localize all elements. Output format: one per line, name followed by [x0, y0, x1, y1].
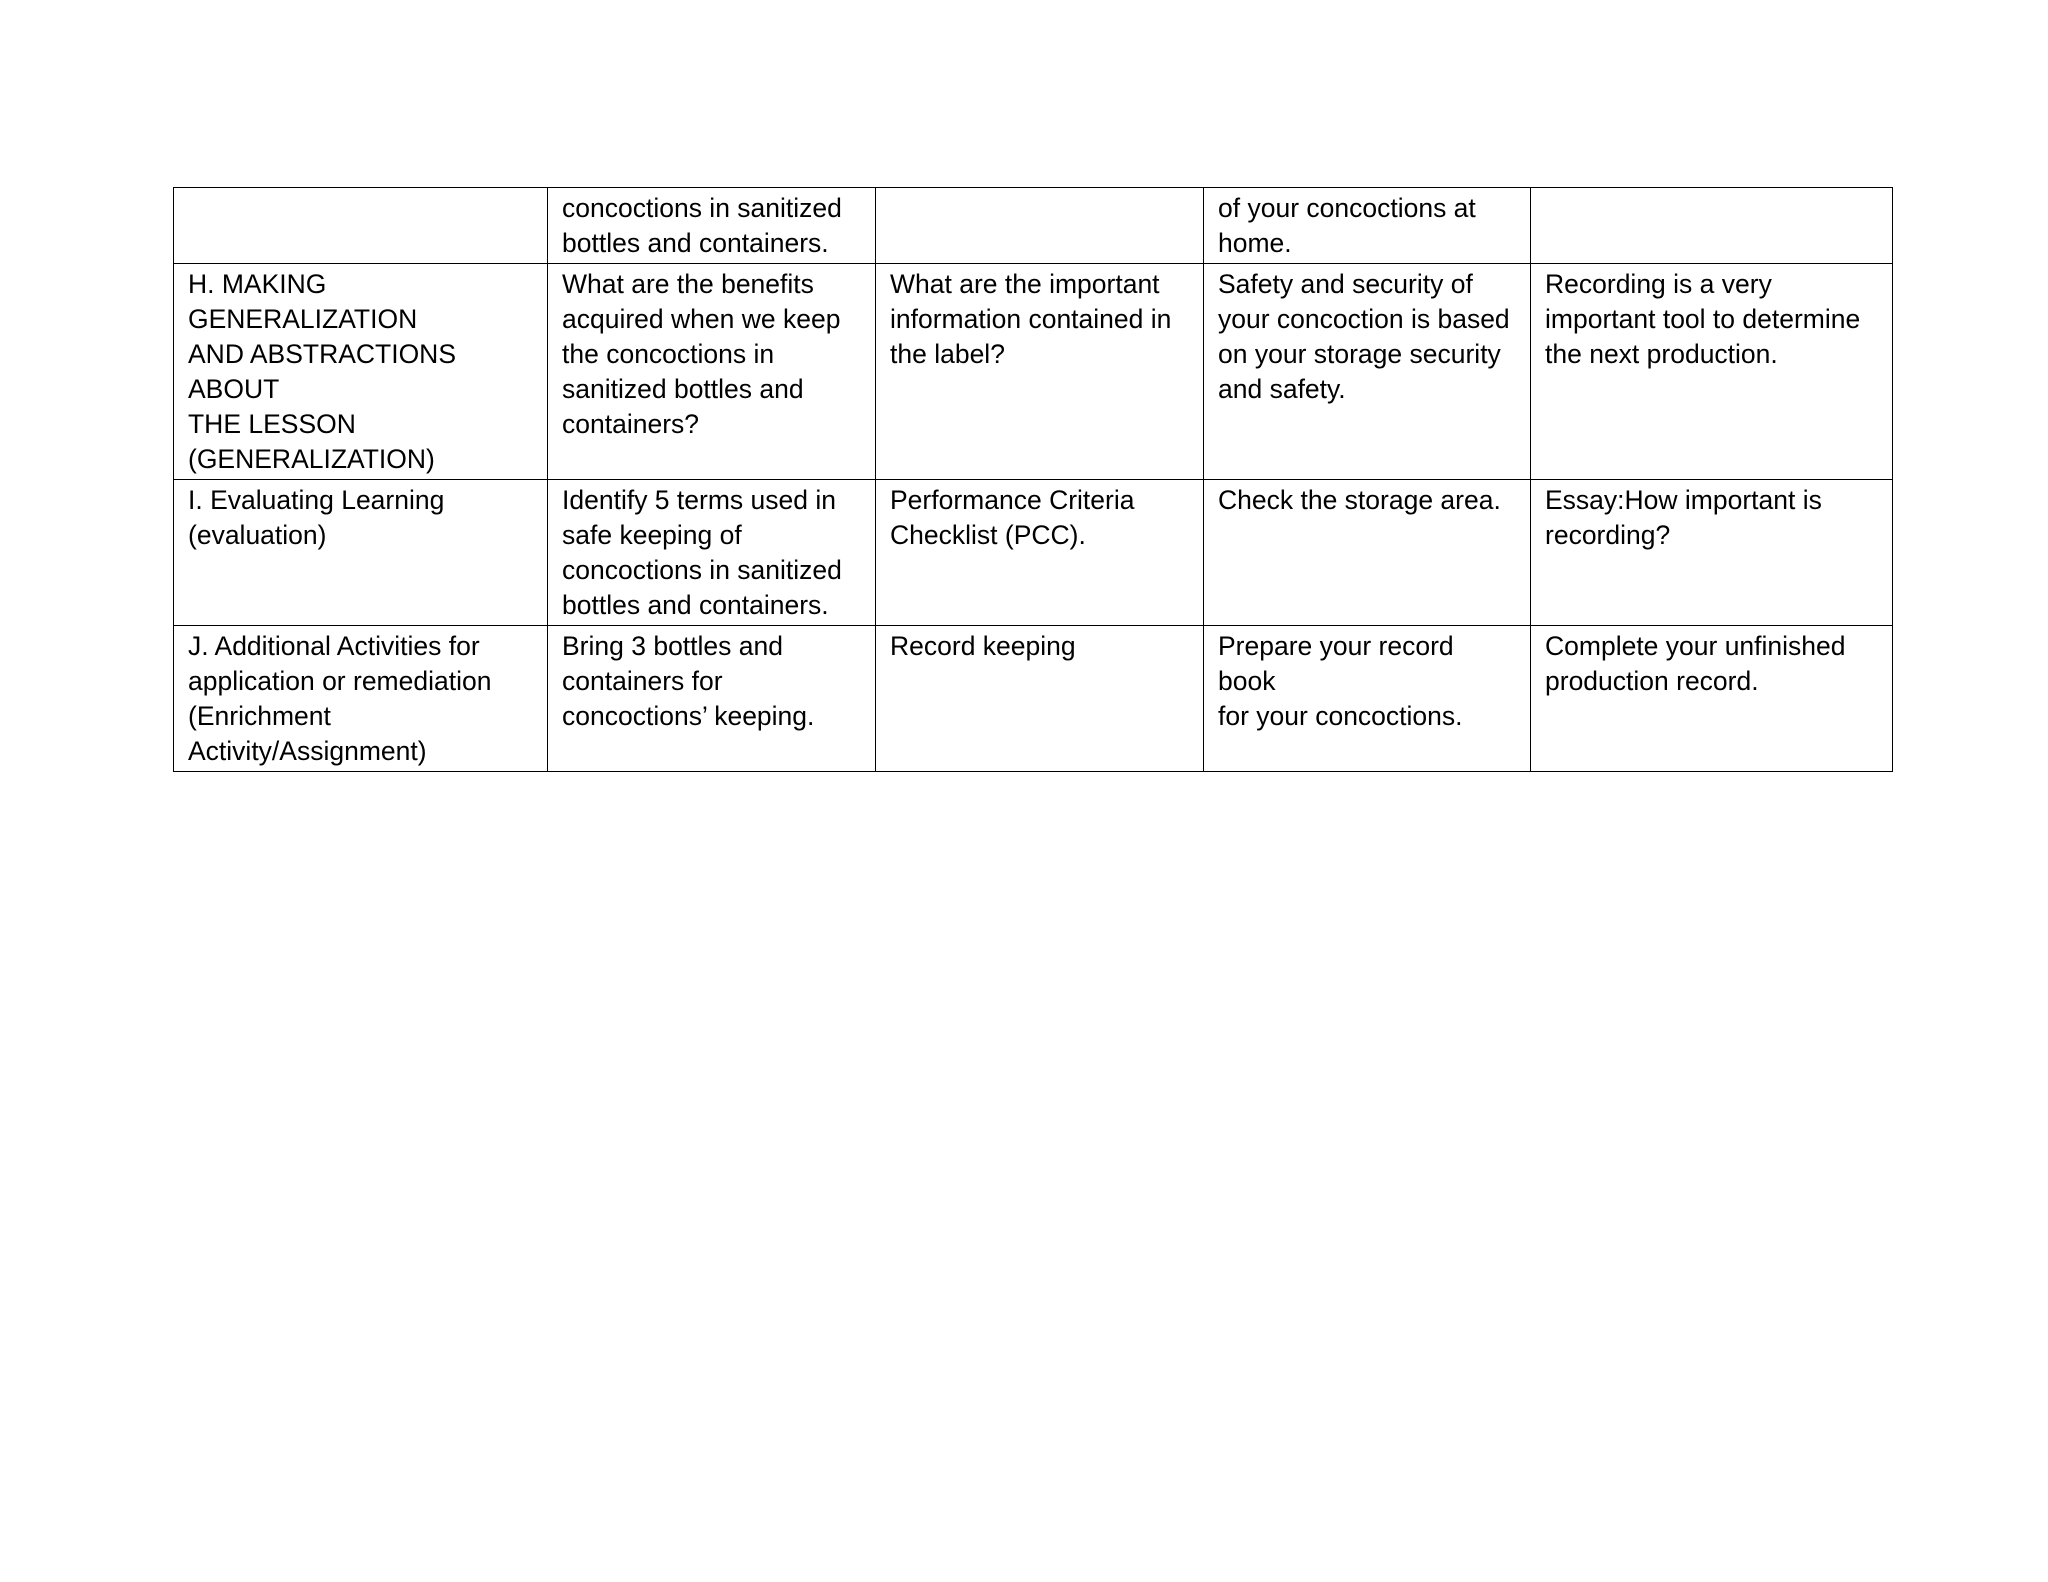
- table-cell: J. Additional Activities for application or remediation (Enrichment Activity/Assignment): [174, 626, 548, 772]
- table-cell: Identify 5 terms used in safe keeping of concoctions in sanitized bottles and containers.: [548, 480, 876, 626]
- table-cell: Prepare your record book for your concoctions.: [1204, 626, 1531, 772]
- table-cell: concoctions in sanitized bottles and containers.: [548, 188, 876, 264]
- table-cell: [1531, 188, 1893, 264]
- table-cell: Bring 3 bottles and containers for concoctions’ keeping.: [548, 626, 876, 772]
- table-cell: [174, 188, 548, 264]
- table-cell: Recording is a very important tool to determine the next production.: [1531, 264, 1893, 480]
- table-cell: Check the storage area.: [1204, 480, 1531, 626]
- table-cell: Performance Criteria Checklist (PCC).: [876, 480, 1204, 626]
- table-cell: What are the benefits acquired when we keep the concoctions in sanitized bottles and containers?: [548, 264, 876, 480]
- table-cell: of your concoctions at home.: [1204, 188, 1531, 264]
- table-row: [174, 480, 1893, 626]
- lesson-plan-table: [173, 187, 1893, 772]
- table-cell: Essay:How important is recording?: [1531, 480, 1893, 626]
- table-row: [174, 264, 1893, 480]
- table-cell: [876, 188, 1204, 264]
- table-cell: What are the important information contained in the label?: [876, 264, 1204, 480]
- table-cell: Safety and security of your concoction is based on your storage security and safety.: [1204, 264, 1531, 480]
- table-row: [174, 188, 1893, 264]
- table-cell: H. MAKING GENERALIZATION AND ABSTRACTIONS ABOUT THE LESSON (GENERALIZATION): [174, 264, 548, 480]
- table-cell: Record keeping: [876, 626, 1204, 772]
- table-cell: Complete your unfinished production record.: [1531, 626, 1893, 772]
- table-cell: I. Evaluating Learning (evaluation): [174, 480, 548, 626]
- table-row: [174, 626, 1893, 772]
